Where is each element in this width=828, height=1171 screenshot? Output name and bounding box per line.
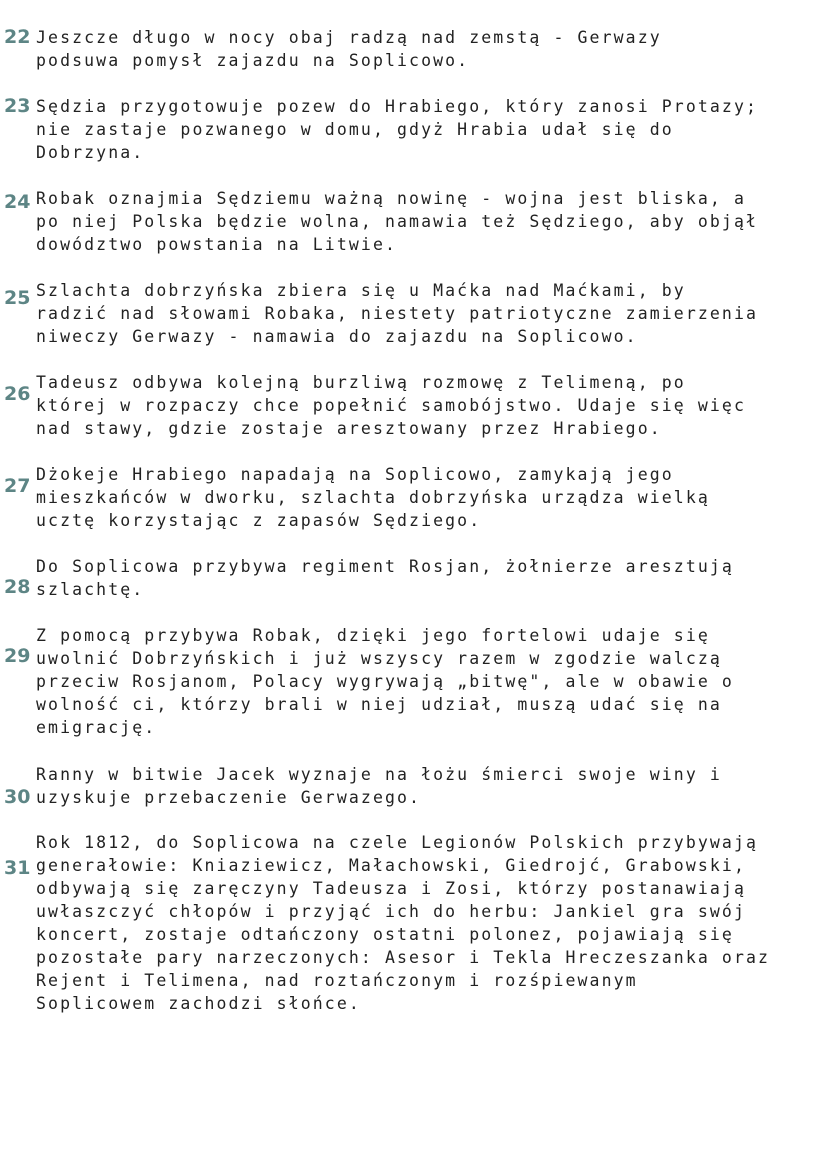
entry-number: 31 [4, 857, 31, 879]
entry-text: Z pomocą przybywa Robak, dzięki jego fortelowi udaje się uwolnić Dobrzyńskich i już wszyscy razem w zgodzie walczą przeciw Rosjanom, Polacy wygrywają „bitwę", ale w obawie o wolność ci, którzy brali w niej udział, muszą udać się na emigrację. [36, 626, 734, 737]
entry-text: Rok 1812, do Soplicowa na czele Legionów Polskich przybywają generałowie: Kniaziewicz, Małachowski, Giedrojć, Grabowski, odbywają się zaręczyny Tadeusza i Zosi, którzy postanawiają uwłaszczyć chłopów i przyjąć ich do herbu: Jankiel gra swój koncert, zostaje odtańczony ostatni polonez, pojawiają się pozostałe pary narzeczonych: Asesor i Tekla Hreczeszanka oraz Rejent i Telimena, nad roztańczonym i rozśpiewanym Soplicowem zachodzi słońce. [36, 833, 771, 1013]
entry-number: 28 [4, 576, 31, 598]
entry-number: 26 [4, 383, 31, 405]
entry-text: Dżokeje Hrabiego napadają na Soplicowo, zamykają jego mieszkańców w dworku, szlachta dobrzyńska urządza wielką ucztę korzystając z zapasów Sędziego. [36, 465, 710, 530]
entry-number: 24 [4, 191, 31, 213]
entry-number: 30 [4, 786, 31, 808]
entry-text: Tadeusz odbywa kolejną burzliwą rozmowę z Telimeną, po której w rozpaczy chce popełnić samobójstwo. Udaje się więc nad stawy, gdzie zostaje aresztowany przez Hrabiego. [36, 373, 746, 438]
entry-number: 29 [4, 645, 31, 667]
entry-number: 25 [4, 287, 31, 309]
entry-text: Jeszcze długo w nocy obaj radzą nad zemstą - Gerwazy podsuwa pomysł zajazdu na Soplicowo. [36, 28, 662, 70]
entry-number: 23 [4, 95, 31, 117]
entry-text: Sędzia przygotowuje pozew do Hrabiego, który zanosi Protazy; nie zastaje pozwanego w domu, gdyż Hrabia udał się do Dobrzyna. [36, 97, 759, 162]
entry-text: Do Soplicowa przybywa regiment Rosjan, żołnierze aresztują szlachtę. [36, 557, 734, 599]
entry-number: 27 [4, 475, 31, 497]
entry-text: Szlachta dobrzyńska zbiera się u Maćka nad Maćkami, by radzić nad słowami Robaka, niestety patriotyczne zamierzenia niweczy Gerwazy - namawia do zajazdu na Soplicowo. [36, 281, 759, 346]
entry-text: Ranny w bitwie Jacek wyznaje na łożu śmierci swoje winy i uzyskuje przebaczenie Gerwazego. [36, 765, 722, 807]
entry-text: Robak oznajmia Sędziemu ważną nowinę - wojna jest bliska, a po niej Polska będzie wolna, namawia też Sędziego, aby objął dowództwo powstania na Litwie. [36, 189, 759, 254]
entry-number: 22 [4, 26, 31, 48]
